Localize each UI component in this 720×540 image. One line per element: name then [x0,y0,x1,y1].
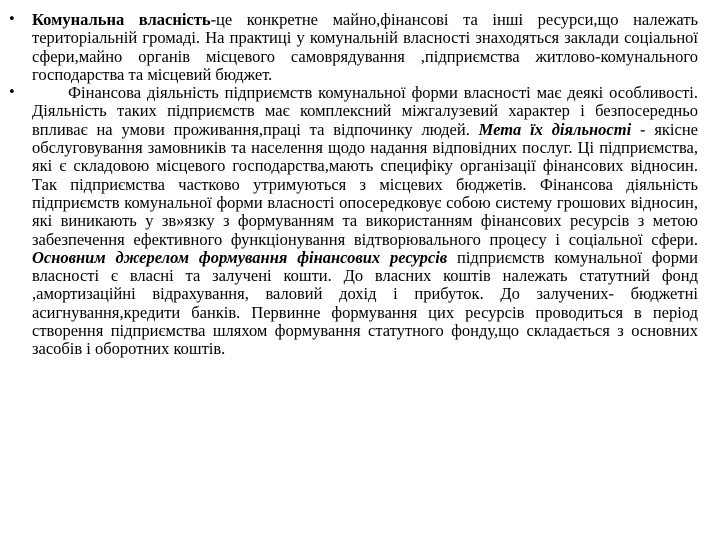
bullet-icon: • [8,12,16,27]
definition-text: -це конкретне майно,фінансові та інші ресурси,що належать територіальній громаді. На практиці у комунальній власності знаходяться заклади соціальної сфери,майно органів місцевого самоврядування ,підприємства житлово-комунального господарства та місцевий бюджет. [32,10,698,84]
bullet-item-communal-property [8,11,698,84]
bullet-list [8,11,698,359]
bullet-icon: • [8,85,16,101]
paragraph-text-c: підприємств комунальної форми власності є власні та залучені кошти. До власних коштів належать статутний фонд ,амортизаційні відрахування, валовий дохід і прибуток. До залучених- бюджетні асигнування,кредити банків. Первинне формування цих ресурсів проводиться в період створення підприємства шляхом формування статутного фонду,що складається з основних засобів і оборотних коштів. [32,247,699,359]
term-communal-property: Комунальна власність [32,10,211,29]
bullet-item-financial-activity [8,84,698,358]
paragraph-text-b: - якісне обслуговування замовників та населення щодо надання відповідних послуг. Ці підприємства, які є складовою місцевого господарства,мають специфіку організації фінансових відносин. Так підприємства частково утримуються з місцевих бюджетів. Фінансова діяльність підприємств комунальної форми власності опосередковує собою систему грошових відносин, які виникають у зв»язку з формуванням та використанням фінансових ресурсів з метою забезпечення ефективного функціонування відтворювального процесу і соціальної сфери. [32,119,698,249]
paragraph-text-a: Фінансова діяльність підприємств комунальної форми власності має деякі особливості. Діяльність таких підприємств має комплексний міжгалузевий характер і безпосередньо впливає на умови проживання,праці та відпочинку людей. [32,83,698,139]
emphasis-main-source: Основним джерелом формування фінансових ресурсів [32,247,448,267]
emphasis-goal: Мета їх діяльності [478,119,632,139]
